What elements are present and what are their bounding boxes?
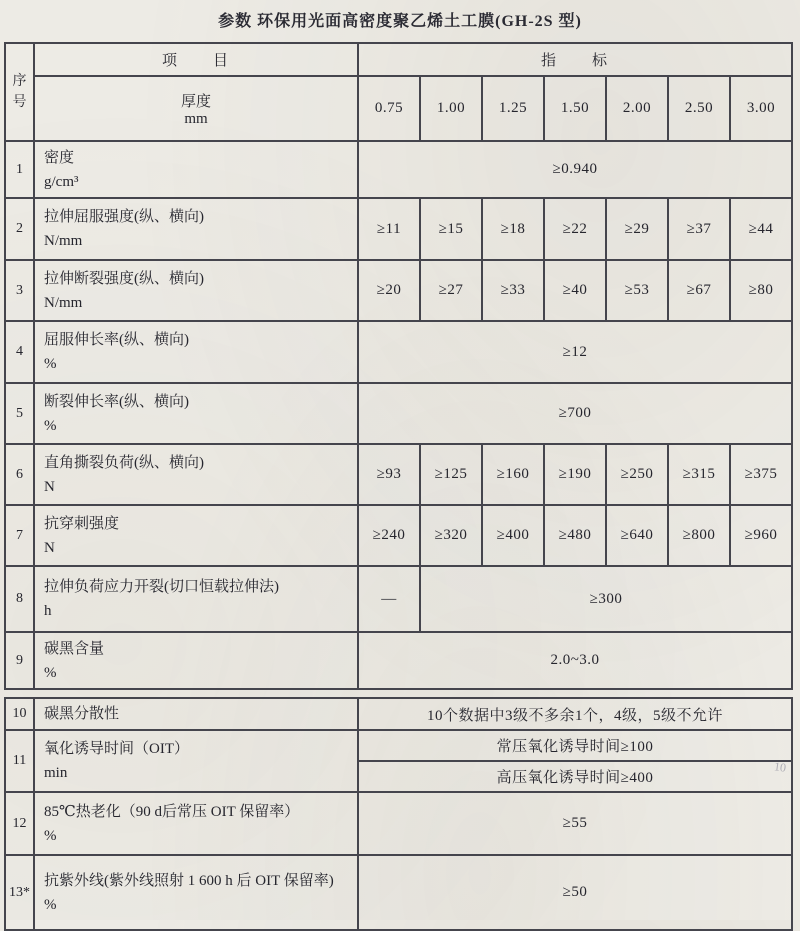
row-value: ≥44	[730, 198, 792, 260]
row-item	[34, 855, 358, 930]
item-unit: N	[44, 478, 55, 495]
table-row-density	[5, 141, 792, 198]
row-no: 9	[5, 632, 34, 689]
row-value: ≥160	[482, 444, 544, 505]
row-no: 13*	[5, 855, 34, 930]
row-no: 5	[5, 383, 34, 444]
item-unit: %	[44, 827, 57, 844]
row-value: ≥67	[668, 260, 730, 321]
row-value: ≥480	[544, 505, 606, 566]
table-row-uv-resistance	[5, 855, 792, 930]
row-span-value: ≥55	[358, 792, 792, 855]
item-name: 抗穿刺强度	[44, 515, 120, 532]
oit-high-pressure-value: 高压氧化诱导时间≥400	[358, 761, 792, 792]
row-item	[34, 505, 358, 566]
row-no: 10	[5, 698, 34, 730]
table-row-tensile-break	[5, 260, 792, 321]
table-row-yield-elongation	[5, 321, 792, 383]
item-unit: %	[44, 417, 57, 434]
item-name: 拉伸负荷应力开裂(切口恒载拉伸法)	[44, 579, 279, 595]
item-name: 拉伸屈服强度(纵、横向)	[44, 209, 204, 225]
header-seq-cell	[5, 43, 34, 141]
row-no: 8	[5, 566, 34, 632]
item-unit: h	[44, 603, 52, 619]
row-span-value: ≥700	[358, 383, 792, 444]
row-no: 7	[5, 505, 34, 566]
row-value: ≥33	[482, 260, 544, 321]
item-unit: %	[44, 356, 57, 372]
row-item	[34, 632, 358, 689]
item-name: 密度	[44, 149, 75, 166]
item-unit: min	[44, 765, 68, 781]
table-row-tensile-yield	[5, 198, 792, 260]
item-name: 直角撕裂负荷(纵、横向)	[44, 454, 204, 471]
spec-table-upper	[4, 42, 793, 690]
row-item	[34, 444, 358, 505]
item-unit: N	[44, 539, 55, 556]
row-no: 12	[5, 792, 34, 855]
row-value: ≥11	[358, 198, 420, 260]
table-row-tear-load	[5, 444, 792, 505]
row-no: 2	[5, 198, 34, 260]
row-item	[34, 566, 358, 632]
row-item	[34, 792, 358, 855]
row-value: ≥18	[482, 198, 544, 260]
row-value: ≥400	[482, 505, 544, 566]
item-name: 屈服伸长率(纵、横向)	[44, 332, 189, 348]
item-unit: N/mm	[44, 233, 83, 249]
row-no: 3	[5, 260, 34, 321]
row-span-value: 2.0~3.0	[358, 632, 792, 689]
table-row-stress-crack	[5, 566, 792, 632]
table-row-break-elongation	[5, 383, 792, 444]
item-unit: N/mm	[44, 294, 83, 311]
thickness-value: 1.50	[544, 76, 606, 141]
row-value: ≥190	[544, 444, 606, 505]
thickness-value: 3.00	[730, 76, 792, 141]
thickness-value: 2.00	[606, 76, 668, 141]
row-value: ≥29	[606, 198, 668, 260]
row-value: ≥15	[420, 198, 482, 260]
oit-standard-pressure-value: 常压氧化诱导时间≥100	[358, 730, 792, 761]
row-value: ≥40	[544, 260, 606, 321]
row-item	[34, 730, 358, 792]
row-item	[34, 383, 358, 444]
row-no: 1	[5, 141, 34, 198]
row-no: 11	[5, 730, 34, 792]
item-name: 断裂伸长率(纵、横向)	[44, 393, 189, 410]
row-value: ≥640	[606, 505, 668, 566]
row-span-value: ≥50	[358, 855, 792, 930]
row-item	[34, 260, 358, 321]
scan-section-break	[0, 690, 800, 697]
header-row-thickness	[5, 76, 792, 141]
row-item	[34, 321, 358, 383]
row-span-value: ≥0.940	[358, 141, 792, 198]
table-row-heat-aging	[5, 792, 792, 855]
row-value: ≥22	[544, 198, 606, 260]
row-no: 4	[5, 321, 34, 383]
table-row-oit	[5, 730, 792, 761]
row-span-value: ≥12	[358, 321, 792, 383]
header-indicator-cell: 指 标	[358, 43, 792, 76]
row-value: ≥125	[420, 444, 482, 505]
item-unit: %	[44, 896, 57, 913]
row-item	[34, 198, 358, 260]
thickness-value: 0.75	[358, 76, 420, 141]
spec-table-lower	[4, 697, 793, 931]
row-value: ≥375	[730, 444, 792, 505]
table-row-carbon-dispersion	[5, 698, 792, 730]
item-unit: %	[44, 664, 57, 681]
row-value: ≥960	[730, 505, 792, 566]
item-name: 85℃热老化（90 d后常压 OIT 保留率）	[44, 803, 300, 820]
row-value: ≥800	[668, 505, 730, 566]
thickness-label-cell	[34, 76, 358, 141]
row-span-value: 10个数据中3级不多余1个，4级，5级不允许	[358, 698, 792, 730]
item-unit: g/cm³	[44, 173, 79, 190]
row-value: ≥27	[420, 260, 482, 321]
table-row-puncture	[5, 505, 792, 566]
row-value: ≥93	[358, 444, 420, 505]
row-value: ≥240	[358, 505, 420, 566]
row-item	[34, 141, 358, 198]
thickness-value: 2.50	[668, 76, 730, 141]
item-name: 氧化诱导时间（OIT）	[44, 741, 189, 757]
table-row-carbon-content	[5, 632, 792, 689]
row-item	[34, 698, 358, 730]
item-name: 拉伸断裂强度(纵、横向)	[44, 270, 204, 287]
scan-margin-smudge: 10	[773, 759, 787, 775]
thickness-value: 1.25	[482, 76, 544, 141]
thickness-unit: mm	[184, 110, 208, 127]
row-value: ≥53	[606, 260, 668, 321]
row-value: ≥315	[668, 444, 730, 505]
row-value: ≥320	[420, 505, 482, 566]
page-title: 参数 环保用光面高密度聚乙烯土工膜(GH-2S 型)	[218, 13, 582, 30]
row-value: ≥80	[730, 260, 792, 321]
row-value: ≥20	[358, 260, 420, 321]
row-dash-value: —	[358, 566, 420, 632]
row-value: ≥37	[668, 198, 730, 260]
thickness-value: 1.00	[420, 76, 482, 141]
header-seq-line1: 序	[12, 74, 27, 89]
item-name: 抗紫外线(紫外线照射 1 600 h 后 OIT 保留率)	[44, 872, 334, 889]
header-row-top	[5, 43, 792, 76]
row-no: 6	[5, 444, 34, 505]
header-seq-line2: 号	[12, 95, 27, 110]
row-value: ≥250	[606, 444, 668, 505]
thickness-name: 厚度	[180, 93, 211, 110]
item-name: 碳黑含量	[44, 640, 105, 657]
header-item-cell: 项 目	[34, 43, 358, 76]
item-name: 碳黑分散性	[44, 706, 120, 722]
row-span-value: ≥300	[420, 566, 792, 632]
